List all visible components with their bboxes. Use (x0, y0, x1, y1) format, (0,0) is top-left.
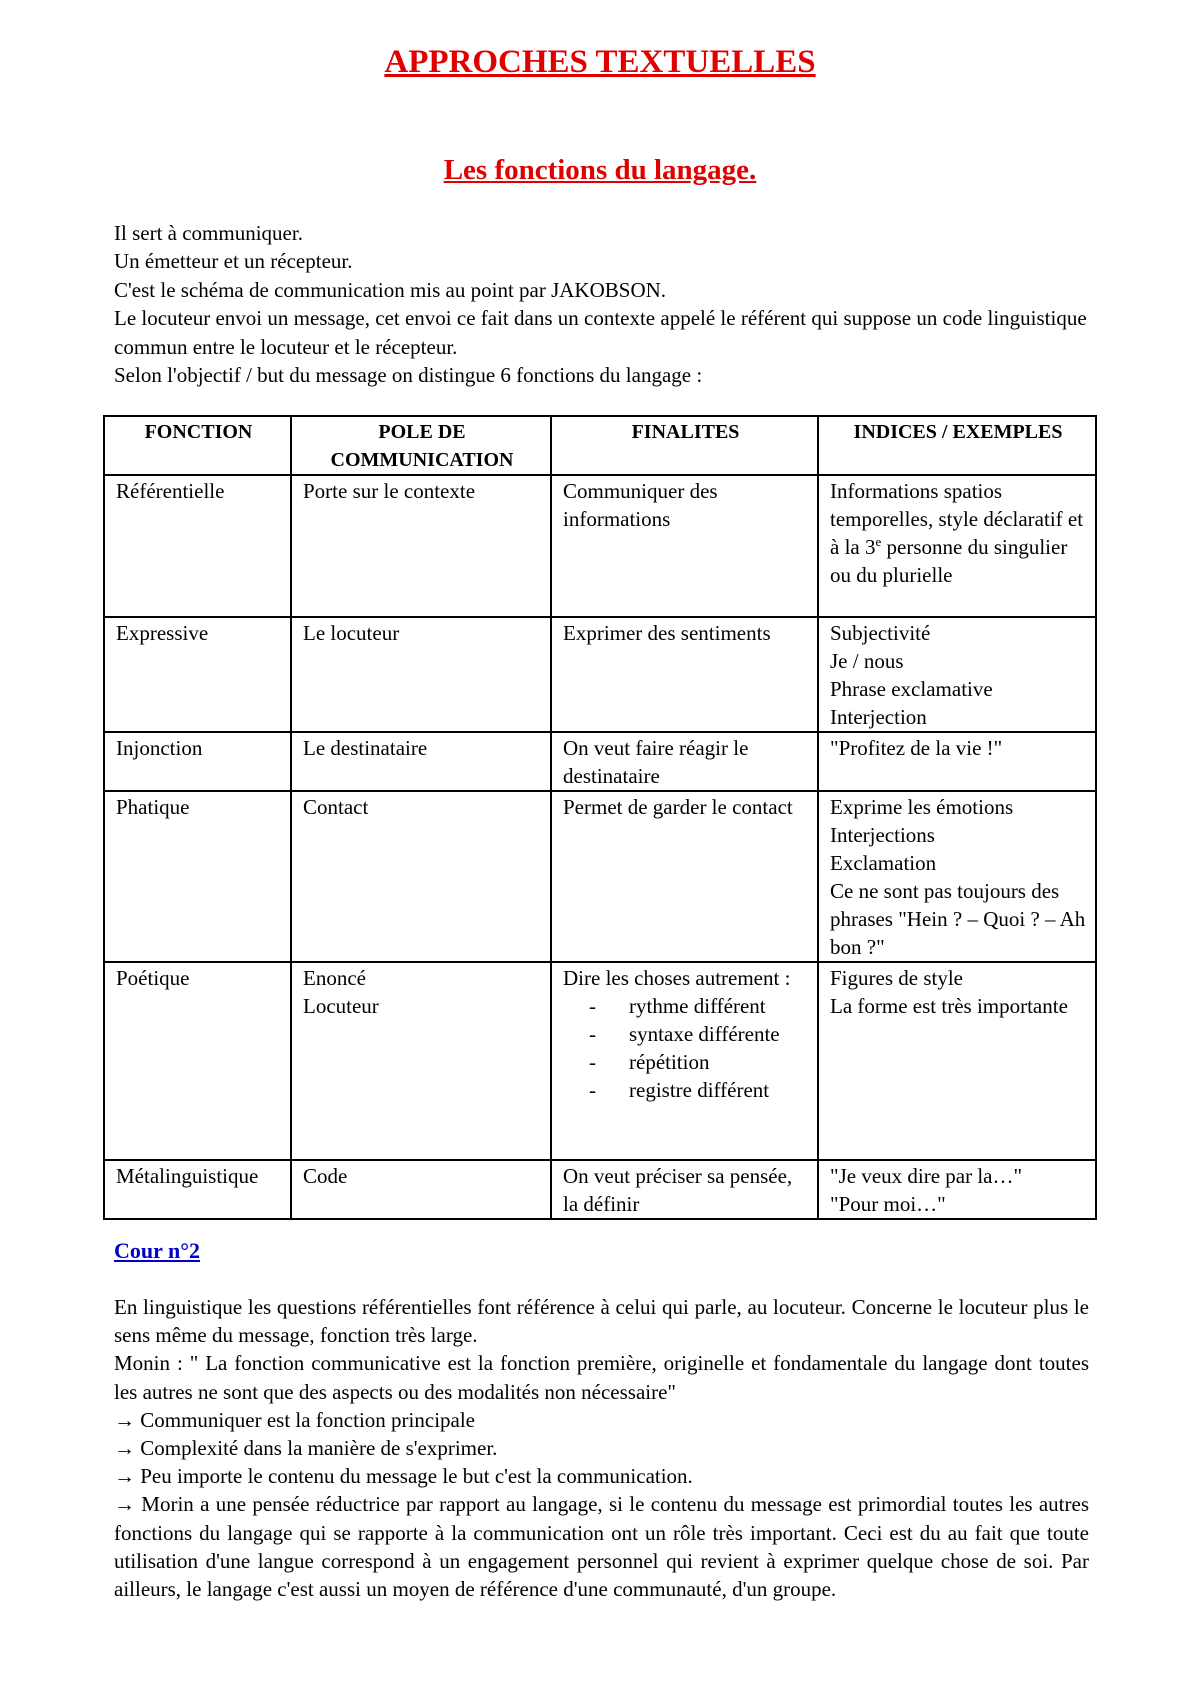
cell-pole: Contact (291, 791, 551, 962)
pole-line: Enoncé (303, 966, 366, 990)
cell-indices (818, 617, 1096, 732)
cell-finalite: On veut préciser sa pensée, la définir (551, 1160, 818, 1219)
cell-fonction: Phatique (104, 791, 291, 962)
indices-line: Figures de style (830, 966, 963, 990)
table-row (104, 962, 1096, 1160)
cell-finalite: Permet de garder le contact (551, 791, 818, 962)
body-paragraph: → Complexité dans la manière de s'exprimer. (114, 1436, 498, 1461)
table-row (104, 791, 1096, 962)
table-row (104, 475, 1096, 617)
table-row (104, 617, 1096, 732)
cell-indices (818, 1160, 1096, 1219)
cell-indices: "Profitez de la vie !" (818, 732, 1096, 791)
intro-line: Il sert à communiquer. (114, 221, 303, 245)
intro-line: C'est le schéma de communication mis au point par JAKOBSON. (114, 277, 667, 302)
intro-line: Un émetteur et un récepteur. (114, 249, 353, 274)
superscript: e (875, 534, 882, 549)
indices-line: Interjections (830, 823, 935, 847)
cell-indices (818, 791, 1096, 962)
header-fonction: FONCTION (104, 416, 291, 475)
list-item: - syntaxe différente (589, 1020, 808, 1048)
finalite-list (563, 992, 808, 1104)
indices-line: "Pour moi…" (830, 1192, 946, 1216)
header-pole: POLE DE COMMUNICATION (291, 416, 551, 475)
cell-pole: Le destinataire (291, 732, 551, 791)
body-paragraph: → Communiquer est la fonction principale (114, 1407, 475, 1432)
indices-text: Informations spatios temporelles, style déclaratif et à la 3 (830, 479, 1084, 559)
indices-line: Exprime les émotions (830, 795, 1014, 819)
intro-line: Le locuteur envoi un message, cet envoi ce fait dans un contexte appelé le référent qui suppose un code linguistique commun entre le locuteur et le récepteur. (114, 306, 1087, 359)
cell-finalite: Communiquer des informations (551, 475, 818, 617)
cell-indices (818, 962, 1096, 1160)
indices-text: personne du singulier ou du plurielle (830, 535, 1068, 587)
intro-line: Selon l'objectif / but du message on distingue 6 fonctions du langage : (114, 363, 703, 388)
functions-table (103, 415, 1097, 1220)
body-paragraph: → Morin a une pensée réductrice par rapport au langage, si le contenu du message est primordial toutes les autres fonctions du langage qui se rapporte à la communication ont un rôle très important. Ceci est du au fait que toute utilisation d'une langue correspond à un engagement personnel qui revient à exprimer quelque chose de soi. Par ailleurs, le langage c'est aussi un moyen de référence d'une communauté, d'un groupe. (114, 1492, 1089, 1602)
section-title: Les fonctions du langage. (443, 154, 757, 186)
cell-indices (818, 475, 1096, 617)
table-header-row (104, 416, 1096, 475)
cell-finalite: On veut faire réagir le destinataire (551, 732, 818, 791)
table-row (104, 732, 1096, 791)
cell-finalite: Exprimer des sentiments (551, 617, 818, 732)
indices-line: Exclamation (830, 851, 937, 875)
pole-line: Locuteur (303, 994, 379, 1018)
cell-fonction: Référentielle (104, 475, 291, 617)
indices-line: Ce ne sont pas toujours des phrases "Hein ? – Quoi ? – Ah bon ?" (830, 879, 1086, 959)
course-heading: Cour n°2 (114, 1238, 201, 1263)
indices-line: Interjection (830, 705, 927, 729)
header-finalites: FINALITES (551, 416, 818, 475)
cell-fonction: Expressive (104, 617, 291, 732)
body-paragraph: Monin : " La fonction communicative est la fonction première, originelle et fondamentale du langage dont toutes les autres ne sont que des aspects ou des modalités non nécessaire" (114, 1351, 1089, 1404)
indices-line: La forme est très importante (830, 994, 1068, 1018)
indices-line: Subjectivité (830, 621, 931, 645)
indices-line: Je / nous (830, 649, 904, 673)
body-paragraph: → Peu importe le contenu du message le but c'est la communication. (114, 1464, 693, 1489)
indices-line: "Je veux dire par la…" (830, 1164, 1023, 1188)
indices-line: Phrase exclamative (830, 677, 993, 701)
cell-fonction: Métalinguistique (104, 1160, 291, 1219)
cell-finalite (551, 962, 818, 1160)
list-item: - répétition (589, 1048, 808, 1076)
table-row (104, 1160, 1096, 1219)
cell-pole: Le locuteur (291, 617, 551, 732)
course-body (114, 1293, 1089, 1603)
cell-pole: Code (291, 1160, 551, 1219)
document-title: APPROCHES TEXTUELLES (384, 44, 816, 80)
cell-pole: Porte sur le contexte (291, 475, 551, 617)
list-item: - rythme différent (589, 992, 808, 1020)
cell-pole (291, 962, 551, 1160)
list-item: - registre différent (589, 1076, 808, 1104)
body-paragraph: En linguistique les questions référentielles font référence à celui qui parle, au locuteur. Concerne le locuteur plus le sens même du message, fonction très large. (114, 1295, 1089, 1348)
header-indices: INDICES / EXEMPLES (818, 416, 1096, 475)
cell-fonction: Poétique (104, 962, 291, 1160)
intro-paragraphs (114, 219, 1089, 389)
finalite-intro: Dire les choses autrement : (563, 966, 791, 990)
cell-fonction: Injonction (104, 732, 291, 791)
